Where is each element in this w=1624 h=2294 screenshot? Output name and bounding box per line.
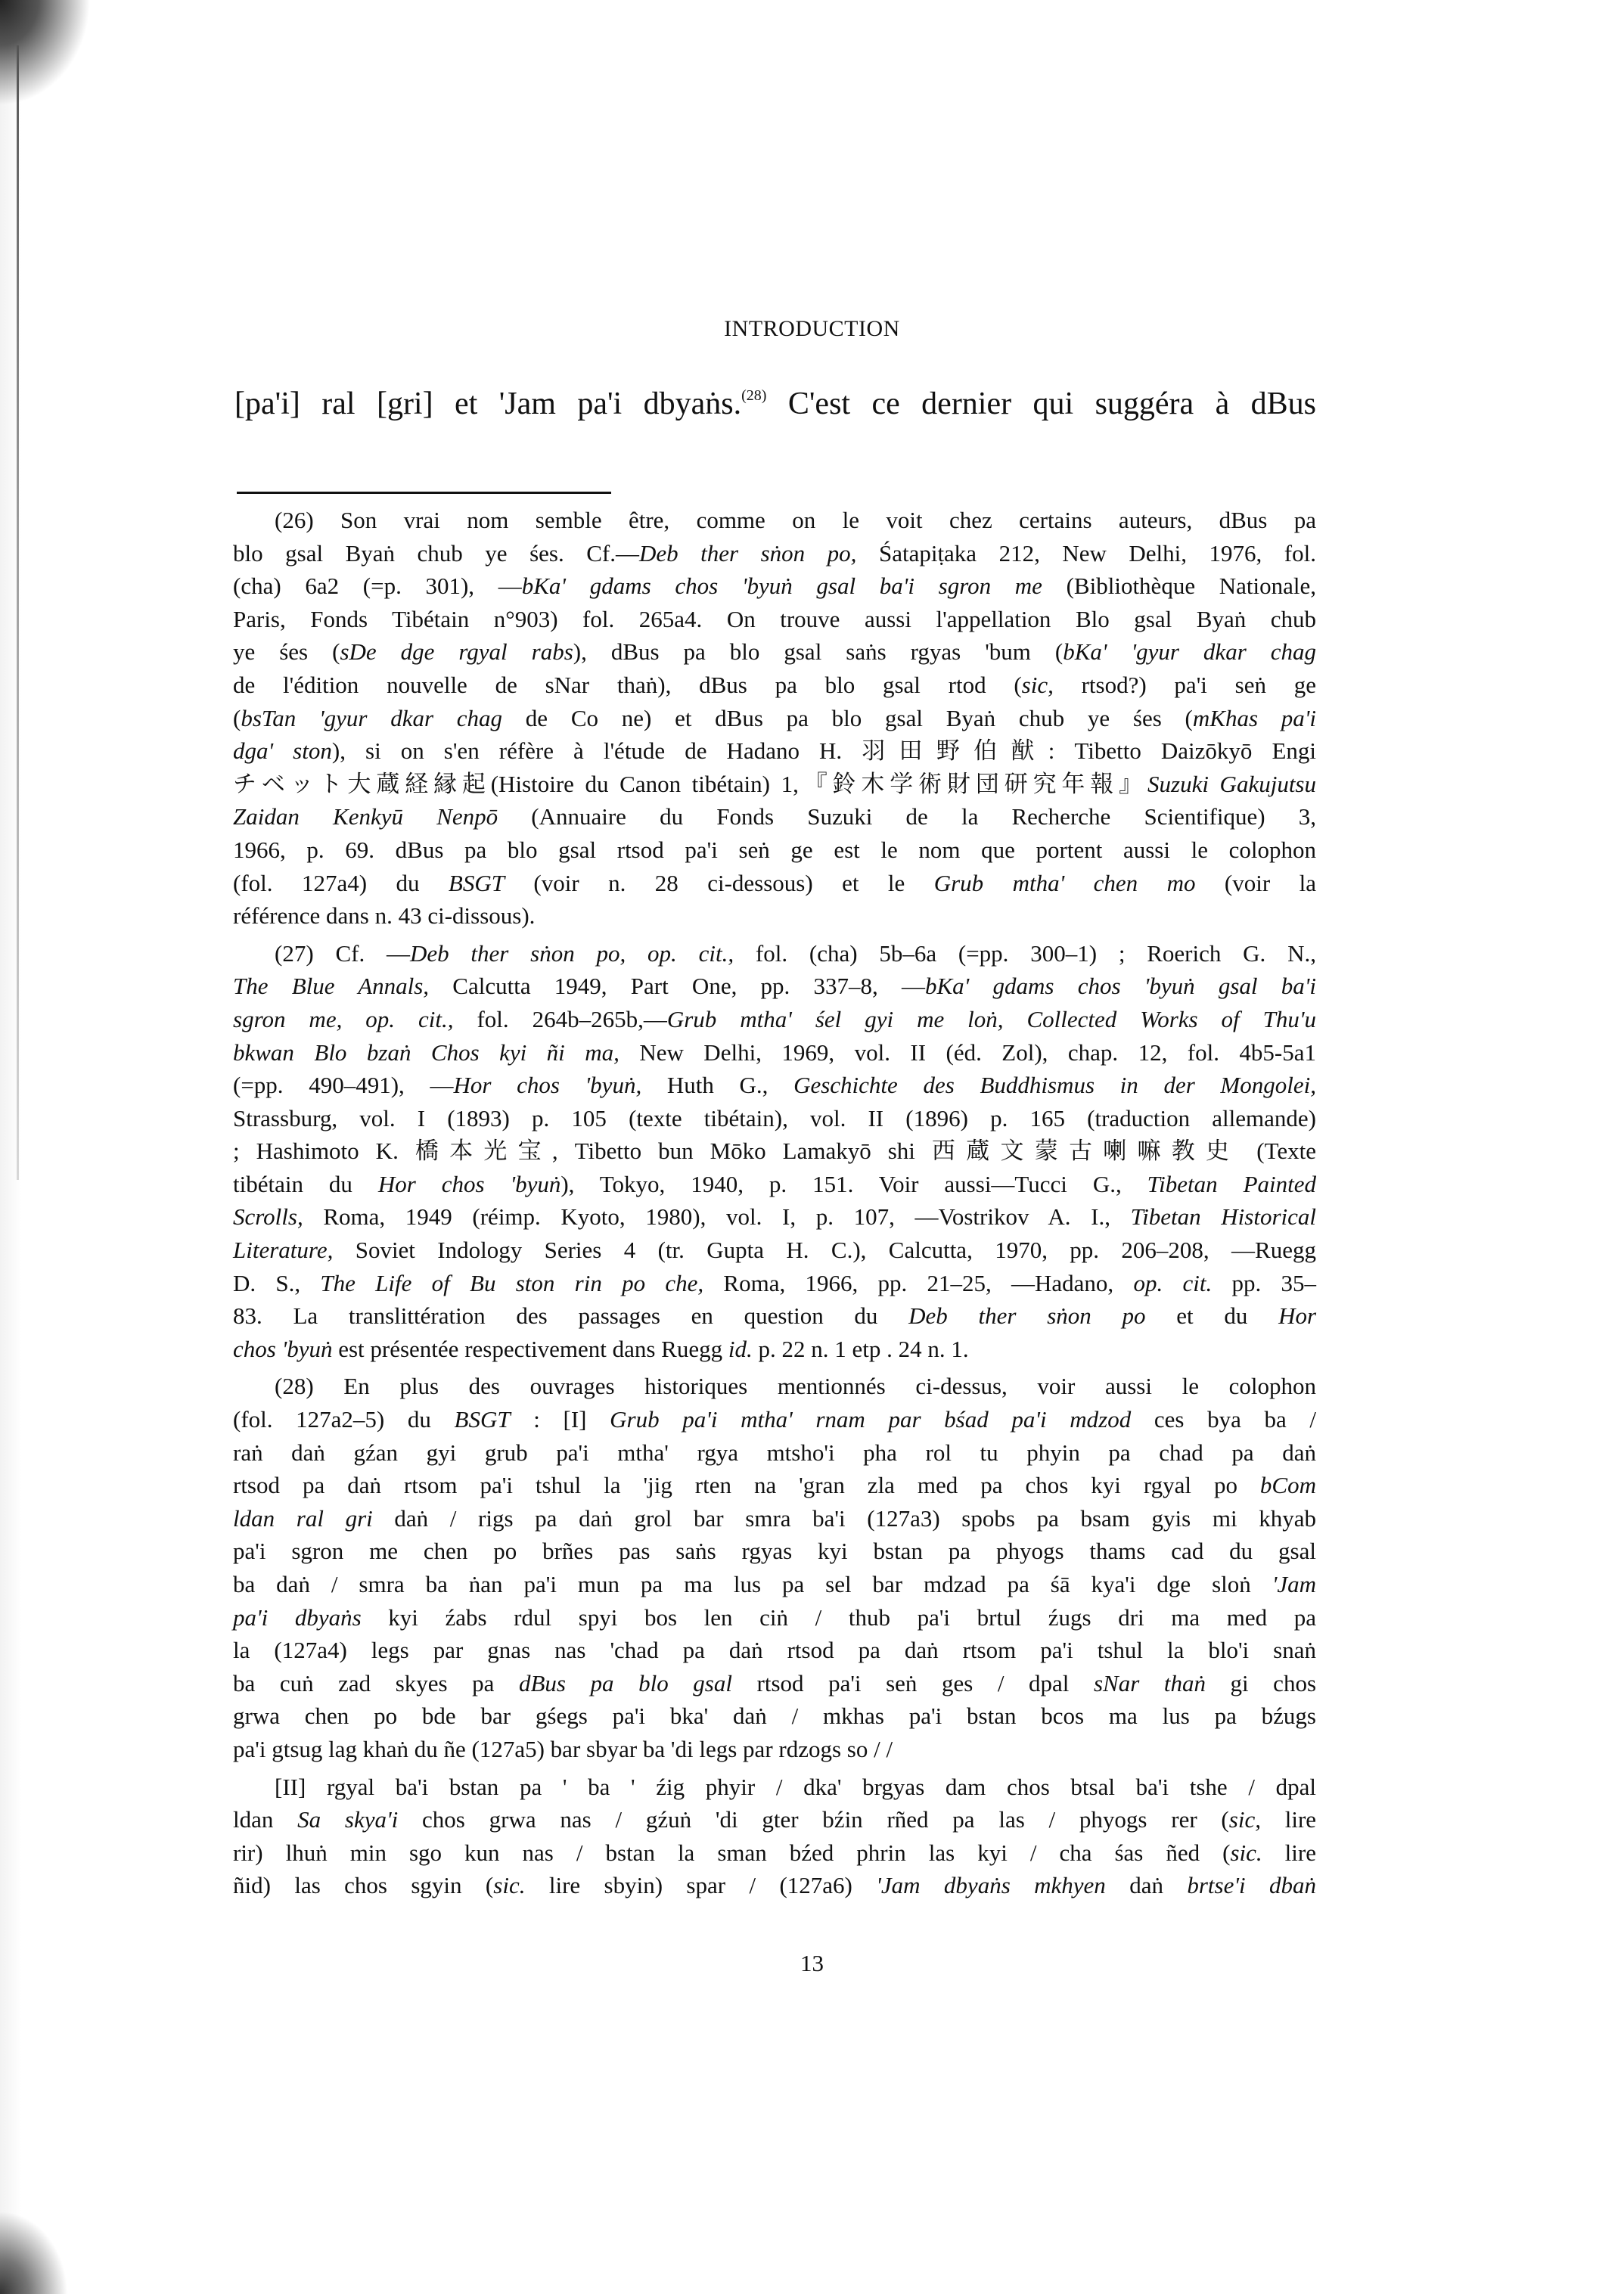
footnote-paragraph [233, 1370, 1316, 1765]
footnote-line [233, 1200, 1316, 1234]
footnote-paragraph [233, 504, 1316, 933]
italic-title: Hor chos 'byuṅ [377, 1170, 561, 1197]
footnote-line [233, 1403, 1316, 1436]
text-run: Roma, 1966, pp. 21–25, —Hadano, [703, 1269, 1134, 1296]
footnote-line [233, 570, 1316, 603]
footnote-line [233, 1267, 1316, 1300]
text-run: rir) lhuṅ min sgo kun nas / bstan la sman bźed phrin las kyi / cha śas ñed ( [233, 1839, 1231, 1866]
footnote-line [233, 1299, 1316, 1333]
italic-title: bCom [1259, 1472, 1316, 1499]
footnote-line [233, 833, 1316, 867]
text-run: (fol. 127a4) du [233, 869, 449, 896]
running-head: INTRODUCTION [724, 316, 900, 341]
text-run: Calcutta 1949, Part One, pp. 337–8, — [429, 973, 925, 1000]
footnote-line [233, 1502, 1316, 1535]
text-run: chos grwa nas / gźuṅ 'di gter bźin rñed pa las / phyogs rer ( [398, 1806, 1229, 1833]
text-run: de Co ne) et dBus pa blo gsal Byaṅ chub ye śes ( [502, 704, 1193, 731]
italic-title: 'Jam [1272, 1571, 1316, 1597]
text-run: ldan [233, 1806, 298, 1833]
text-run: lire [1260, 1806, 1317, 1833]
footnote-line [233, 1436, 1316, 1470]
footnote-line [233, 970, 1316, 1003]
text-run: (26) Son vrai nom semble être, comme on le voit chez certains auteurs, dBus pa [275, 507, 1316, 533]
text-run: Paris, Fonds Tibétain n°903) fol. 265a4. On trouve aussi l'appellation Blo gsal Byaṅ chub [233, 605, 1316, 632]
text-run: Strassburg, vol. I (1893) p. 105 (texte tibétain), vol. II (1896) p. 165 (traduction allemande) [233, 1104, 1316, 1131]
text-run: kyi źabs rdul spyi bos len ciṅ / thub pa'i brtul źugs dri ma med pa [361, 1603, 1316, 1631]
text-run: チベット大蔵経縁起(Histoire du Canon tibétain) 1,『鈴木学術財団研究年報』 [233, 770, 1148, 797]
text-run: New Delhi, 1969, vol. II (éd. Zol), chap. 12, fol. 4b5-5a1 [619, 1038, 1316, 1066]
text-run: ye śes ( [233, 638, 340, 666]
footnote-line [233, 1168, 1316, 1201]
footnote-separator-rule [237, 492, 611, 494]
scan-corner-artifact-bottom [0, 2211, 68, 2294]
text-run: référence dans n. 43 ci-dissous). [233, 902, 536, 930]
text-run: ñid) las chos sgyin ( [233, 1872, 494, 1899]
italic-title: Scrolls, [233, 1203, 303, 1231]
text-run: D. S., [233, 1269, 321, 1296]
text-run: (27) Cf. — [275, 939, 410, 967]
text-run: ba daṅ / smra ba ṅan pa'i mun pa ma lus pa sel bar mdzad pa śā kya'i dge sloṅ [233, 1571, 1272, 1597]
text-run: et du [1145, 1302, 1279, 1330]
italic-title: sDe dge rgyal rabs [340, 638, 573, 666]
footnote-line [233, 537, 1316, 570]
text-run: de l'édition nouvelle de sNar thaṅ), dBus pa blo gsal rtod ( [233, 671, 1022, 698]
text-run: p. 22 n. 1 etp . 24 n. 1. [752, 1335, 969, 1362]
text-run: (voir n. 28 ci-dessous) et le [504, 869, 934, 896]
italic-title: Hor [1278, 1302, 1317, 1330]
text-run: (=pp. 490–491), — [233, 1072, 454, 1099]
text-run: (voir la [1195, 869, 1316, 896]
italic-title: Tibetan Historical [1130, 1203, 1316, 1231]
footnotes [233, 504, 1316, 1907]
italic-title: Deb ther sṅon po [908, 1302, 1146, 1330]
italic-title: sgron me, op. cit., [233, 1005, 454, 1032]
scan-edge-line [17, 45, 19, 1180]
italic-title: Grub mtha' śel gyi me loṅ, Collected Works of Thu'u [666, 1005, 1317, 1032]
footnote-line [233, 1003, 1316, 1036]
text-run: Śatapiṭaka 212, New Delhi, 1976, fol. [856, 539, 1316, 567]
footnote-line [233, 937, 1316, 970]
footnote-line [233, 603, 1316, 636]
italic-title: Deb ther sṅon po, op. cit., [409, 939, 734, 967]
text-run: Huth G., [641, 1072, 794, 1099]
italic-title: bsTan 'gyur dkar chag [241, 704, 503, 731]
footnote-line [233, 1733, 1316, 1766]
footnote-line [233, 1601, 1316, 1634]
text-run: pa'i sgron me chen po brñes pas saṅs rgyas kyi bstan pa phyogs thams cad du gsal [233, 1538, 1316, 1565]
italic-title: sic. [493, 1872, 526, 1899]
italic-title: dBus pa blo gsal [518, 1669, 732, 1696]
scan-corner-artifact [0, 0, 91, 106]
text-run: lire sbyin) spar / (127a6) [525, 1872, 877, 1899]
footnote-paragraph [233, 1771, 1316, 1902]
italic-title: Sa skya'i [297, 1806, 399, 1833]
italic-title: Grub mtha' chen mo [933, 869, 1196, 896]
footnote-line [233, 1634, 1316, 1667]
text-run: ), si on s'en réfère à l'étude de Hadano H. 羽田野伯猷: Tibetto Daizōkyō Engi [331, 737, 1317, 765]
text-run: ; Hashimoto K. 橋本光宝, Tibetto bun Mōko Lamakyō shi 西蔵文蒙古喇嘛教史 (Texte [233, 1138, 1316, 1165]
footnote-line [233, 800, 1316, 833]
text-run: (Bibliothèque Nationale, [1042, 573, 1316, 600]
text-run: [II] rgyal ba'i bstan pa ' ba ' źig phyir / dka' brgyas dam chos btsal ba'i tshe / dpal [275, 1773, 1316, 1800]
text-run: (28) En plus des ouvrages historiques mentionnés ci-dessus, voir aussi le colophon [275, 1373, 1316, 1400]
italic-title: sic, [1228, 1806, 1261, 1833]
main-text-continuation: C'est ce dernier qui suggéra à dBus [787, 386, 1316, 421]
footnote-reference: (28) [741, 387, 767, 404]
footnote-line [233, 1370, 1316, 1403]
italic-title: Suzuki Gakujutsu [1147, 770, 1316, 797]
italic-title: The Life of Bu ston rin po che, [320, 1269, 704, 1296]
italic-title: sic, [1021, 671, 1054, 698]
text-run: (cha) 6a2 (=p. 301), — [233, 573, 522, 600]
text-run: ), Tokyo, 1940, p. 151. Voir aussi—Tucci G., [560, 1170, 1147, 1197]
footnote-line [233, 1069, 1316, 1102]
footnote-line [233, 1135, 1316, 1168]
footnote-line [233, 1836, 1316, 1870]
main-text: [pa'i] ral [gri] et 'Jam pa'i dbyaṅs. [234, 386, 742, 421]
text-run: ba cuṅ zad skyes pa [233, 1669, 519, 1696]
text-run: grwa chen po bde bar gśegs pa'i bka' daṅ / mkhas pa'i bstan bcos ma lus pa bźugs [233, 1703, 1316, 1730]
italic-title: mKhas pa'i [1192, 704, 1316, 731]
footnote-line [233, 1469, 1316, 1502]
italic-title: Deb ther sṅon po, [638, 539, 857, 567]
footnote-line [233, 702, 1316, 735]
italic-title: Literature, [233, 1237, 334, 1264]
footnote-line [233, 899, 1316, 933]
italic-title: BSGT [454, 1406, 511, 1433]
footnote-line [233, 1333, 1316, 1366]
italic-title: 'Jam dbyaṅs mkhyen [876, 1872, 1106, 1899]
text-run: pa'i gtsug lag khaṅ du ñe (127a5) bar sbyar ba 'di legs par rdzogs so / / [233, 1735, 893, 1762]
footnote-line [233, 1568, 1316, 1601]
italic-title: The Blue Annals, [233, 973, 430, 1000]
footnote-line [233, 635, 1316, 669]
text-run: pp. 35– [1212, 1269, 1316, 1296]
footnote-line [233, 1535, 1316, 1568]
italic-title: brtse'i dbaṅ [1187, 1872, 1316, 1899]
footnote-line [233, 1803, 1316, 1836]
footnote-line [233, 1869, 1316, 1902]
text-run: ces bya ba / [1131, 1406, 1316, 1433]
footnote-line [233, 504, 1316, 537]
italic-title: Zaidan Kenkyū Nenpō [233, 803, 498, 830]
italic-title: BSGT [448, 869, 505, 896]
text-run: fol. 264b–265b,— [453, 1005, 667, 1032]
footnote-line [233, 1771, 1316, 1804]
text-run: daṅ [1105, 1872, 1188, 1899]
text-run: Soviet Indology Series 4 (tr. Gupta H. C.), Calcutta, 1970, pp. 206–208, —Ruegg [333, 1237, 1316, 1264]
italic-title: pa'i dbyaṅs [233, 1603, 362, 1631]
footnote-line [233, 1102, 1316, 1135]
text-run: fol. (cha) 5b–6a (=pp. 300–1) ; Roerich G. N., [734, 939, 1316, 967]
text-run: ), dBus pa blo gsal saṅs rgyas 'bum ( [573, 638, 1064, 666]
text-run: blo gsal Byaṅ chub ye śes. Cf.— [233, 539, 639, 567]
italic-title: sic. [1230, 1839, 1262, 1866]
text-run: est présentée respectivement dans Ruegg [332, 1335, 728, 1362]
text-run: : [I] [510, 1406, 610, 1433]
text-run: gi chos [1205, 1669, 1317, 1696]
italic-title: bKa' 'gyur dkar chag [1063, 638, 1316, 666]
italic-title: id. [728, 1335, 753, 1362]
text-run: raṅ daṅ gźan gyi grub pa'i mtha' rgya mtsho'i pha rol tu phyin pa chad pa daṅ [233, 1439, 1316, 1466]
footnote-line [233, 1667, 1316, 1700]
text-run: la (127a4) legs par gnas nas 'chad pa daṅ rtsod pa daṅ rtsom pa'i tshul la blo'i snaṅ [233, 1637, 1316, 1664]
footnote-line [233, 867, 1316, 900]
italic-title: Tibetan Painted [1147, 1170, 1316, 1197]
italic-title: chos 'byuṅ [233, 1335, 333, 1362]
footnote-line [233, 1700, 1316, 1733]
text-run: tibétain du [233, 1170, 378, 1197]
page-number: 13 [800, 1950, 824, 1976]
italic-title: dga' ston [233, 737, 332, 765]
footnote-paragraph [233, 937, 1316, 1366]
footnote-line [233, 768, 1316, 801]
italic-title: op. cit. [1133, 1269, 1213, 1296]
main-text-line [234, 386, 1316, 422]
text-run: (Annuaire du Fonds Suzuki de la Recherche Scientifique) 3, [498, 803, 1316, 830]
text-run: 1966, p. 69. dBus pa blo gsal rtsod pa'i seṅ ge est le nom que portent aussi le colophon [233, 836, 1316, 863]
italic-title: ldan ral gri [233, 1504, 373, 1532]
italic-title: Geschichte des Buddhismus in der Mongolei, [793, 1072, 1316, 1099]
text-run: rtsod pa daṅ rtsom pa'i tshul la 'jig rten na 'gran zla med pa chos kyi rgyal po [233, 1472, 1260, 1499]
footnote-line [233, 1234, 1316, 1267]
footnote-line [233, 669, 1316, 702]
text-run: daṅ / rigs pa daṅ grol bar smra ba'i (127a3) spobs pa bsam gyis mi khyab [372, 1504, 1316, 1532]
text-run: ( [233, 704, 241, 731]
text-run: Roma, 1949 (réimp. Kyoto, 1980), vol. I, p. 107, —Vostrikov A. I., [303, 1203, 1131, 1231]
footnote-line [233, 734, 1316, 768]
footnote-line [233, 1036, 1316, 1069]
text-run: 83. La translittération des passages en question du [233, 1302, 909, 1330]
italic-title: bkwan Blo bzaṅ Chos kyi ñi ma, [233, 1038, 619, 1066]
text-run: rtsod pa'i seṅ ges / dpal [731, 1669, 1094, 1696]
text-run: rtsod?) pa'i seṅ ge [1053, 671, 1316, 698]
text-run: lire [1262, 1839, 1316, 1866]
italic-title: bKa' gdams chos 'byuṅ gsal ba'i sgron me [521, 573, 1042, 600]
italic-title: Hor chos 'byuṅ, [453, 1072, 642, 1099]
italic-title: sNar thaṅ [1093, 1669, 1206, 1696]
italic-title: Grub pa'i mtha' rnam par bśad pa'i mdzod [610, 1406, 1132, 1433]
italic-title: bKa' gdams chos 'byuṅ gsal ba'i [925, 973, 1316, 1000]
text-run: (fol. 127a2–5) du [233, 1406, 455, 1433]
